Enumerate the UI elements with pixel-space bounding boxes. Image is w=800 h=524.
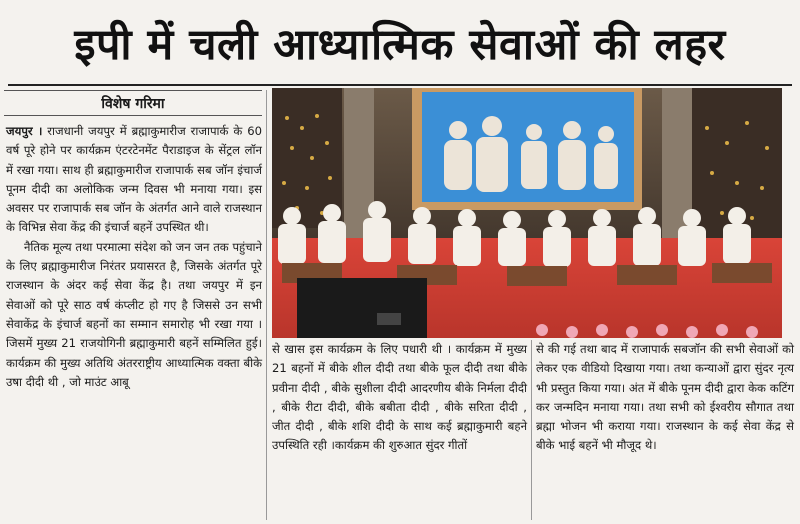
paragraph-2: नैतिक मूल्य तथा परमात्मा संदेश को जन जन तक पहुंचाने के लिए ब्रह्माकुमारीज निरंतर प्रयासरत है, जिसके अंतर्गत पूरे राजस्थान के अंदर कई सेवा केंद्र है। तथा जयपुर में इन सेवाओं को पूरे साठ वर्ष कंप्लीट हो गए है जिससे उन सभी सेवाकेंद्र के इंचार्ज बहनों का सम्मान समारोह भी रखा गया । जिसमें मुख्य 21 राजयोगिनी ब्रह्माकुमारी बहनें सम्मिलित हुई। कार्यक्रम की मुख्य अतिथि अंतरराष्ट्रीय आध्यात्मिक वक्ता बीके उषा दीदी थी , जो माउंट आबू [6, 239, 262, 389]
event-photo-illustration [272, 88, 782, 338]
article-column-3: से की गई तथा बाद में राजापार्क सबजॉन की सभी सेवाओं को लेकर एक वीडियो दिखाया गया। तथा कन्याओं द्वारा सुंदर नृत्य भी प्रस्तुत किया गया। अंत में बीके पूनम दीदी द्वारा केक कटिंग कर जन्मदिन मनाया गया। तथा सभी को ईश्वरीय सौगात तथा ब्रह्मा भोजन भी कराया गया। राजस्थान के कई सेवा केंद्र से बीके भाई बहनें भी मौजूद थे। [536, 342, 794, 453]
dateline: जयपुर । [6, 124, 43, 138]
column-divider-2 [531, 340, 532, 520]
event-photo [272, 88, 782, 338]
article-column-1 [6, 122, 262, 392]
article-column-2: से खास इस कार्यक्रम के लिए पधारी थी । कार्यक्रम में मुख्य 21 बहनों में बीके शील दीदी तथा बीके फूल दीदी तथा बीके प्रवीना दीदी , बीके सुशीला दीदी आदरणीय बीके निर्मला दीदी , बीके रीटा दीदी, बीके बबीता दीदी , बीके सरिता दीदी , जीत दीदी , बीके शशि दीदी के साथ कई ब्रह्माकुमारी बहने उपस्थिति रही ।कार्यक्रम की शुरुआत सुंदर गीतों [272, 342, 527, 453]
paragraph-1 [6, 122, 262, 238]
byline: विशेष गरिमा [4, 90, 262, 116]
column-divider-1 [266, 90, 267, 520]
paragraph-1-text: राजधानी जयपुर में ब्रह्माकुमारीज राजापार्क के 60 वर्ष पूरे होने पर कार्यक्रम एंटरटेनमेंट पैराडाइज के सेंट्रल लॉन में रखा गया। साथ ही ब्रह्माकुमारीज राजापार्क सब जॉन इंचार्ज पूनम दीदी का अलोकिक जन्म दिवस भी मनाया गया। इस अवसर पर राजापार्क सब जॉन के अंतर्गत आने वाले राजस्थान के विभिन्न सेवा केंद्र की इंचार्ज बहनें उपस्थित थी। [6, 124, 262, 235]
headline-rule [8, 84, 792, 86]
headline: इपी में चली आध्यात्मिक सेवाओं की लहर [74, 19, 726, 70]
